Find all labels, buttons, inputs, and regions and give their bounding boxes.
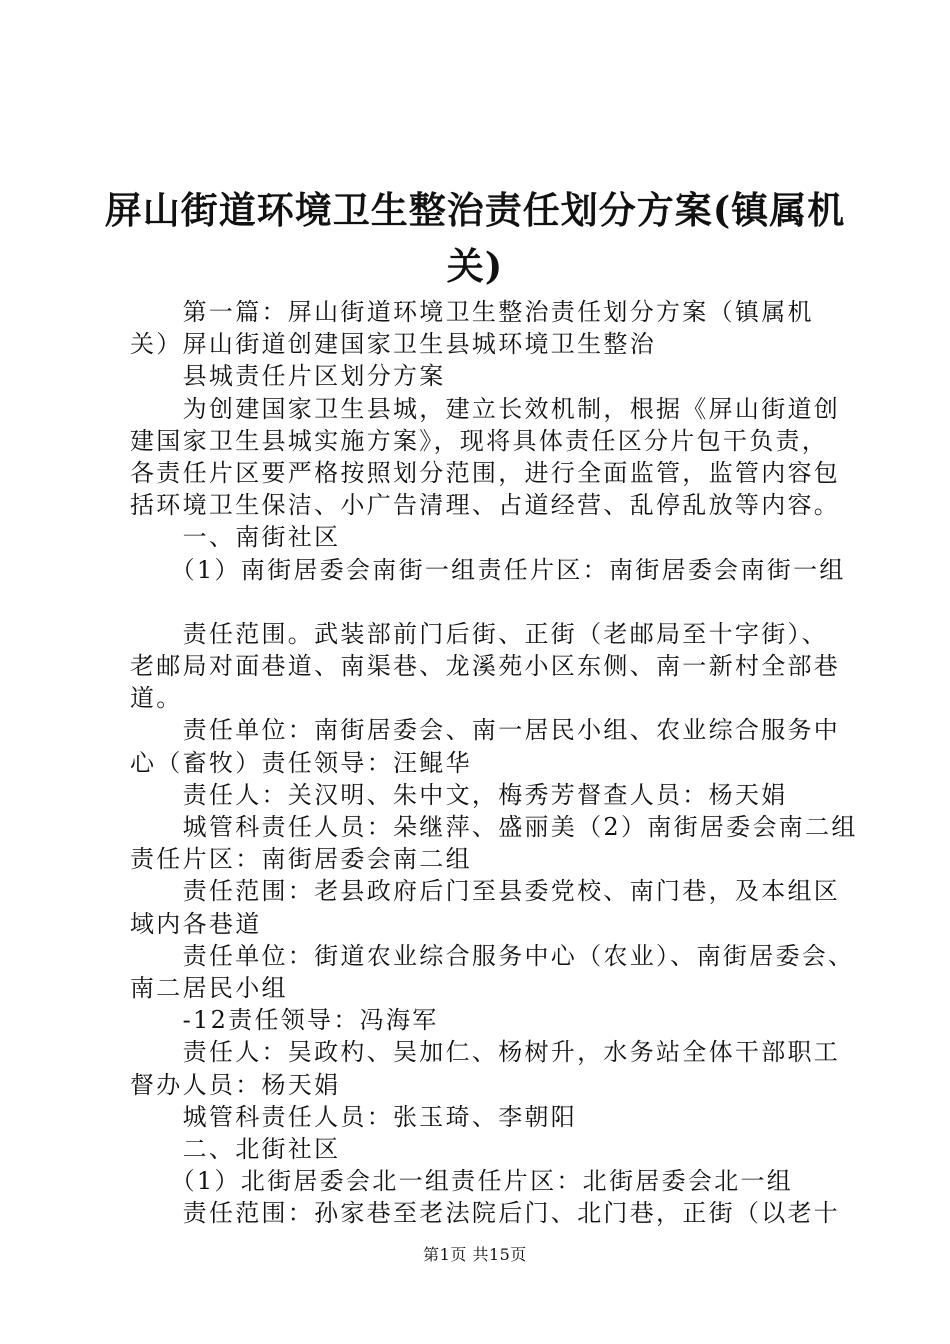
body-line: 责任人：吴政杓、吴加仁、杨树升，水务站全体干部职工	[130, 1038, 841, 1067]
body-line: 老邮局对面巷道、南渠巷、龙溪苑小区东侧、南一新村全部巷	[130, 652, 841, 681]
body-line: （1）北街居委会北一组责任片区：北街居委会北一组	[130, 1167, 794, 1196]
page-footer: 第1页 共15页	[423, 1245, 527, 1264]
body-line: 城管科责任人员：张玉琦、李朝阳	[130, 1102, 578, 1131]
body-line: 括环境卫生保洁、小广告清理、占道经营、乱停乱放等内容。	[130, 491, 841, 520]
body-line: 责任单位：街道农业综合服务中心（农业）、南街居委会、	[130, 941, 855, 970]
title-line-2: 关)	[446, 244, 504, 288]
body-line: 道。	[130, 684, 183, 713]
body-line: 责任片区：南街居委会南二组	[130, 845, 472, 874]
body-line: （1）南街居委会南街一组责任片区：南街居委会南街一组	[130, 555, 846, 584]
body-line: -12责任领导：冯海军	[130, 1006, 439, 1035]
body-line: 各责任片区要严格按照划分范围，进行全面监管，监管内容包	[130, 459, 841, 488]
body-line: 建国家卫生县城实施方案》，现将具体责任区分片包干负责，	[130, 426, 829, 455]
body-line	[130, 586, 830, 618]
body-line: 域内各巷道	[130, 909, 262, 938]
body-line: 第一篇：屏山街道环境卫生整治责任划分方案（镇属机	[130, 298, 814, 326]
body-line: 责任人：关汉明、朱中文，梅秀芳督查人员：杨天娟	[130, 780, 788, 809]
body-line: 责任范围：老县政府后门至县委党校、南门巷，及本组区	[130, 877, 841, 906]
title-line-1: 屏山街道环境卫生整治责任划分方案(镇属机	[104, 188, 846, 232]
body-line: 一、南街社区	[130, 523, 341, 552]
body-line: 责任范围：孙家巷至老法院后门、北门巷，正街（以老十	[130, 1199, 841, 1228]
body-line: 为创建国家卫生县城，建立长效机制，根据《屏山街道创	[130, 394, 841, 423]
document-title	[100, 182, 850, 294]
body-line: 关）屏山街道创建国家卫生县城环境卫生整治	[130, 330, 656, 359]
body-line: 责任单位：南街居委会、南一居民小组、农业综合服务中	[130, 716, 841, 745]
body-line: 心（畜牧）责任领导：汪鲲华	[130, 748, 472, 777]
body-line: 城管科责任人员：朵继萍、盛丽美（2）南街居委会南二组	[130, 813, 858, 842]
body-line: 县城责任片区划分方案	[130, 362, 446, 391]
body-line: 二、北街社区	[130, 1135, 341, 1164]
body-line: 督办人员：杨天娟	[130, 1070, 341, 1099]
body-line: 南二居民小组	[130, 974, 288, 1003]
body-line: 责任范围。武装部前门后街、正街（老邮局至十字街）、	[130, 619, 829, 648]
document-body	[130, 296, 858, 1230]
